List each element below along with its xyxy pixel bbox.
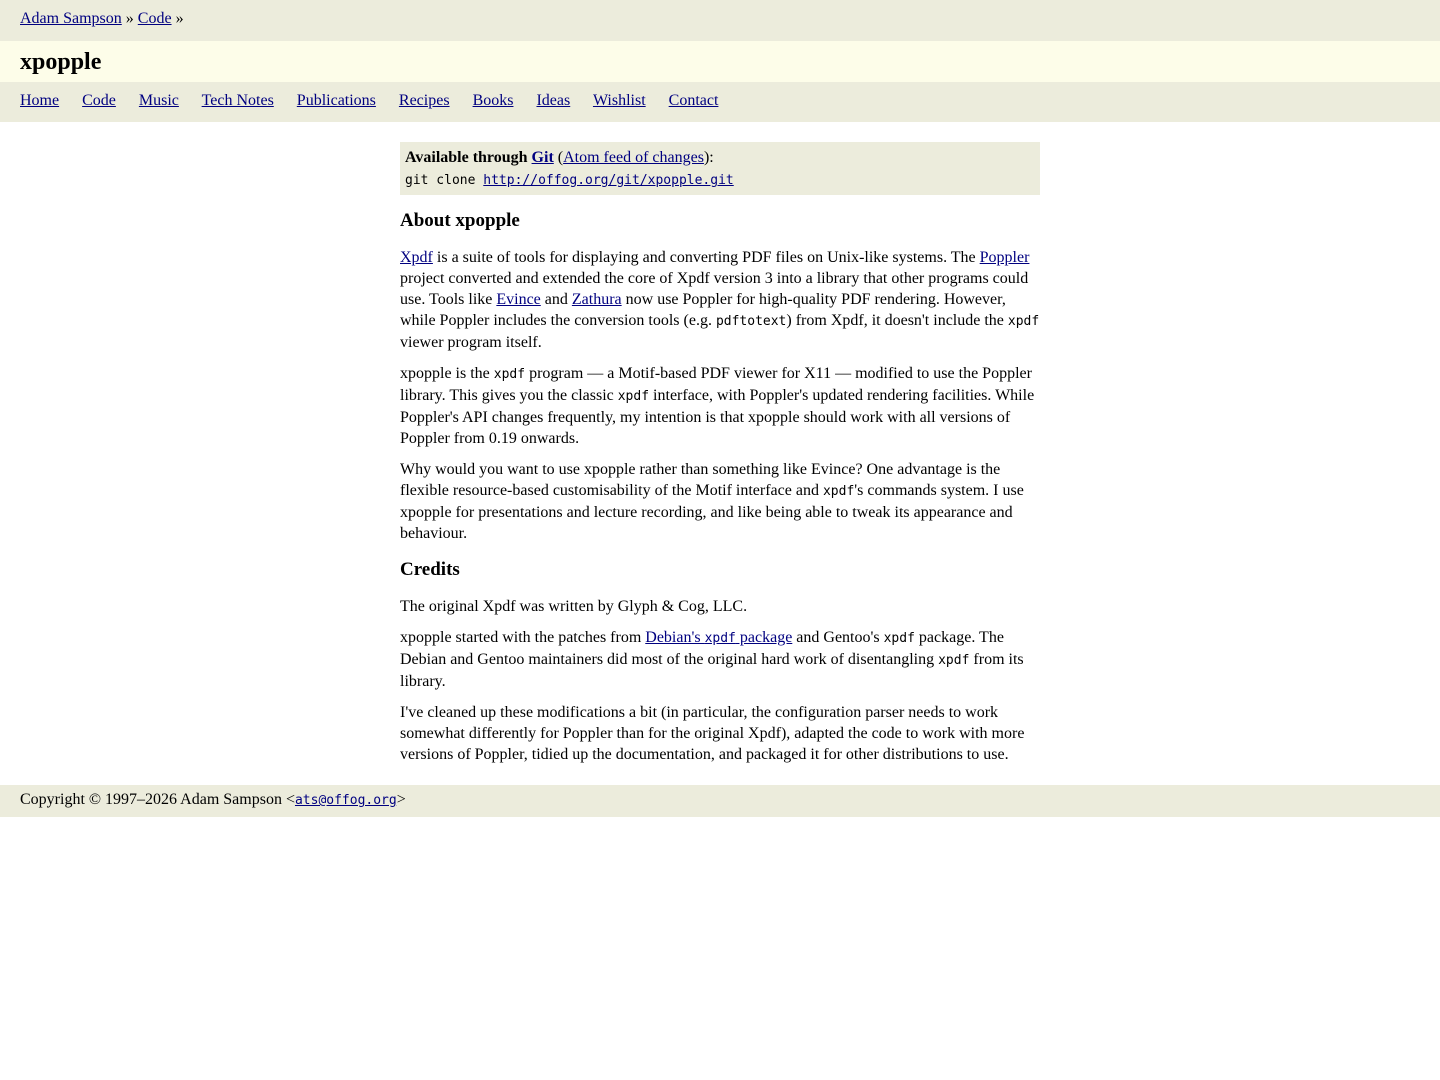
code-xpdf: xpdf bbox=[704, 631, 736, 646]
code-xpdf: xpdf bbox=[617, 389, 650, 404]
git-link[interactable]: Git bbox=[531, 149, 554, 166]
git-paren-close: ): bbox=[703, 149, 714, 166]
text: viewer program itself. bbox=[400, 334, 542, 351]
nav-recipes[interactable]: Recipes bbox=[398, 92, 450, 109]
zathura-link[interactable]: Zathura bbox=[571, 291, 622, 308]
copyright-end: > bbox=[396, 791, 406, 808]
link-text: package bbox=[735, 629, 793, 646]
about-paragraph-1 bbox=[400, 247, 1040, 353]
text: ) from Xpdf, it doesn't include the bbox=[786, 312, 1008, 329]
evince-link[interactable]: Evince bbox=[496, 291, 541, 308]
git-repo-url[interactable]: http://offog.org/git/xpopple.git bbox=[483, 173, 734, 188]
credits-heading: Credits bbox=[400, 559, 460, 580]
text: from its library. bbox=[400, 651, 1024, 690]
about-heading: About xpopple bbox=[400, 210, 520, 231]
breadcrumb-separator: » bbox=[171, 10, 184, 27]
git-clone-command: git clone bbox=[405, 173, 484, 188]
text: xpopple started with the patches from bbox=[400, 629, 646, 646]
main-content bbox=[400, 142, 1040, 765]
text: is a suite of tools for displaying and converting PDF files on Unix-like systems. The bbox=[432, 249, 980, 266]
text: Why would you want to use xpopple rather than something like Evince? One advantage is the flexible resource-based customisability of the Motif interface and bbox=[400, 461, 1001, 499]
copyright-text: Copyright © 1997–2026 Adam Sampson < bbox=[20, 791, 295, 808]
text: program — a Motif-based PDF viewer for X11 — modified to use the Poppler library. This gives you the classic bbox=[400, 365, 1032, 404]
text: interface, with Poppler's updated rendering facilities. While Poppler's API changes frequently, my intention is that xpopple should work with all versions of Poppler from 0.19 onwards. bbox=[400, 387, 1035, 447]
email-link[interactable]: ats@offog.org bbox=[294, 793, 397, 808]
main-nav bbox=[0, 82, 1440, 122]
text: xpopple is the bbox=[400, 365, 494, 382]
nav-tech-notes[interactable]: Tech Notes bbox=[201, 92, 274, 109]
code-xpdf: xpdf bbox=[1007, 314, 1040, 329]
code-pdftotext: pdftotext bbox=[715, 314, 787, 329]
text: package. The Debian and Gentoo maintainers did most of the original hard work of disentangling bbox=[400, 629, 1004, 668]
atom-feed-link[interactable]: Atom feed of changes bbox=[563, 149, 704, 166]
nav-ideas[interactable]: Ideas bbox=[536, 92, 571, 109]
credits-paragraph-3: I've cleaned up these modifications a bit (in particular, the configuration parser needs to work somewhat differently for Poppler than for the original Xpdf), adapted the code to work with more versions of Poppler, tidied up the documentation, and packaged it for other distributions to use. bbox=[400, 704, 1025, 763]
about-paragraph-2 bbox=[400, 363, 1040, 449]
nav-code[interactable]: Code bbox=[82, 92, 116, 109]
footer bbox=[0, 785, 1440, 817]
page-title: xpopple bbox=[20, 49, 102, 75]
git-paren-open: ( bbox=[553, 149, 564, 166]
about-paragraph-3 bbox=[400, 459, 1040, 544]
code-xpdf: xpdf bbox=[822, 484, 855, 499]
credits-paragraph-1: The original Xpdf was written by Glyph & Cog, LLC. bbox=[400, 598, 748, 615]
code-xpdf: xpdf bbox=[883, 631, 915, 646]
debian-xpdf-package-link[interactable] bbox=[645, 629, 792, 646]
poppler-link[interactable]: Poppler bbox=[979, 249, 1030, 266]
link-text: Debian's bbox=[645, 629, 705, 646]
text: now use Poppler for high-quality PDF rendering. However, while Poppler includes the conversion tools (e.g. bbox=[400, 291, 1006, 329]
nav-publications[interactable]: Publications bbox=[296, 92, 376, 109]
code-xpdf: xpdf bbox=[938, 653, 970, 668]
text: and bbox=[540, 291, 572, 308]
nav-wishlist[interactable]: Wishlist bbox=[592, 92, 646, 109]
nav-home[interactable]: Home bbox=[20, 92, 60, 109]
text: 's commands system. I use xpopple for presentations and lecture recording, and like being able to tweak its appearance and behaviour. bbox=[400, 482, 1024, 542]
code-xpdf: xpdf bbox=[493, 367, 526, 382]
breadcrumb bbox=[0, 0, 1440, 41]
git-label bbox=[405, 149, 554, 166]
nav-books[interactable]: Books bbox=[472, 92, 514, 109]
breadcrumb-separator: » bbox=[121, 10, 138, 27]
credits-paragraph-2 bbox=[400, 627, 1040, 692]
nav-music[interactable]: Music bbox=[138, 92, 179, 109]
text: project converted and extended the core of Xpdf version 3 into a library that other programs could use. Tools like bbox=[400, 270, 1029, 308]
nav-contact[interactable]: Contact bbox=[668, 92, 719, 109]
text: and Gentoo's bbox=[792, 629, 884, 646]
git-info-box bbox=[400, 142, 1040, 195]
breadcrumb-home-link[interactable]: Adam Sampson bbox=[20, 10, 122, 27]
git-label-text: Available through bbox=[405, 149, 532, 166]
breadcrumb-code-link[interactable]: Code bbox=[137, 10, 172, 27]
xpdf-link[interactable]: Xpdf bbox=[400, 249, 433, 266]
title-bar bbox=[0, 41, 1440, 82]
